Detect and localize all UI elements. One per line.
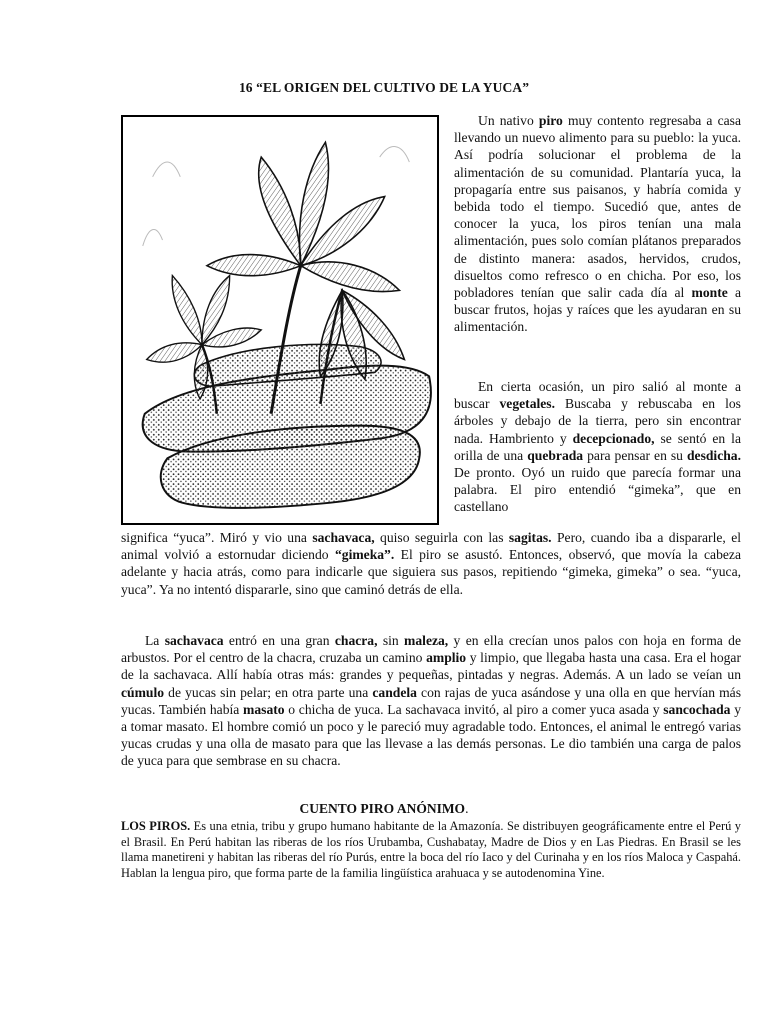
p3-text-4: y en ella crecían unos palos con hoja en forma de arbustos. Por el centro de la chacra, cruzaba un camino — [121, 633, 741, 666]
p3-bold-cumulo: cúmulo — [121, 684, 165, 700]
p3-bold-masato: masato — [243, 701, 285, 717]
p3-bold-amplio: amplio — [426, 650, 467, 666]
p2-bold-quebrada: quebrada — [527, 447, 584, 463]
p3-bold-chacra: chacra, — [334, 633, 378, 648]
p3-text-6: de yucas sin pelar; en otra parte una — [164, 684, 373, 700]
p1-text-3: a buscar frutos, hojas y raíces que les ayudaran en su alimentación. — [454, 285, 742, 335]
paragraph-2-column — [454, 378, 741, 516]
p2f-text-2: quiso seguirla con las — [374, 530, 509, 545]
note-bold-los-piros: LOS PIROS. — [121, 819, 191, 833]
p2-text-2: Buscaba y rebuscaba en los árboles y debajo de la tierra, pero sin encontrar nada. Hambriento y — [454, 396, 741, 446]
p2f-bold-sachavaca: sachavaca, — [312, 530, 375, 545]
p2f-text-1: significa “yuca”. Miró y vio una — [121, 530, 313, 545]
p2-text-3: se sentó en la orilla de una — [454, 430, 741, 463]
paragraph-1 — [454, 112, 741, 336]
p1-bold-monte: monte — [691, 285, 728, 301]
p3-text-2: entró en una gran — [223, 633, 335, 648]
p2-text-1: En cierta ocasión, un piro salió al monte a buscar — [454, 379, 741, 412]
p2-bold-desdicha: desdicha. — [686, 447, 741, 463]
p3-text-5: y limpio, que llegaba hasta una casa. Era el hogar de la sachavaca. Allí había otras más: grandes y pequeñas, pintadas y negras. Además. A un lado se veían un — [121, 650, 741, 683]
p3-text-9: y a tomar masato. El hombre comió un poco y le pareció muy agradable todo. Entonces, el animal le entregó varias yucas crudas y una olla de masato para que las llevase a las demás personas. Le dio también una carga de palos de yuca para que sembrase en su chacra. — [121, 701, 741, 769]
ethnic-note — [121, 819, 741, 882]
paragraph-3 — [121, 632, 741, 770]
story-source-label: CUENTO PIRO ANÓNIMO — [299, 801, 466, 816]
p3-text-3: sin — [377, 633, 405, 648]
p2-text-5: De pronto. Oyó un ruido que parecía formar una palabra. El piro entendió “gimeka”, que en castellano — [454, 465, 741, 515]
p3-bold-sachavaca: sachavaca — [164, 633, 224, 648]
p2f-text-3: Pero, cuando iba a dispararle, el animal volvió a estornudar diciendo — [121, 530, 742, 563]
p3-text-8: o chicha de yuca. La sachavaca invitó, al piro a comer yuca asada y — [284, 701, 664, 717]
p3-text-7: con rajas de yuca asándose y una olla en que hervían más yucas. También había — [121, 684, 741, 717]
p1-bold-piro: piro — [538, 113, 563, 128]
p1-text-1: Un nativo — [478, 113, 539, 128]
p3-text-1: La — [145, 633, 165, 648]
p2-bold-decepcionado: decepcionado, — [572, 430, 655, 446]
story-title: 16 “EL ORIGEN DEL CULTIVO DE LA YUCA” — [238, 80, 530, 95]
story-source-dot: . — [465, 801, 469, 816]
p2f-bold-sagitas: sagitas. — [508, 530, 552, 545]
story-source — [0, 801, 768, 817]
note-text: Es una etnia, tribu y grupo humano habitante de la Amazonía. Se distribuyen geográficamente entre el Perú y el Brasil. En Perú habitan las riberas de los ríos Urubamba, Cushabatay, Madre de Dios y en Las Piedras. En Brasil se les llama manetireni y habitan las riberas del río Purús, entre la boca del río Iaco y del Curinaha y en los ríos Maloca y Caspahá. Hablan la lengua piro, que forma parte de la familia lingüística arahuaca y se autodenomina Yine. — [121, 819, 741, 881]
p1-text-2: muy contento regresaba a casa llevando un nuevo alimento para su pueblo: la yuca. Así podría solucionar el problema de la alimentación de su comunidad. Plantaría yuca, la propagaría entre sus paisanos, y habría comida y bebida todo el tiempo. Sucedió que, antes de conocer la yuca, los piros tenían una mala alimentación, pues solo comían plátanos preparados de distinto manera: asados, hervidos, crudos, disueltos como refresco o en chicha. Por eso, los pobladores tenían que salir cada día al — [454, 113, 742, 301]
p2f-text-4: El piro se asustó. Entonces, observó, que movía la cabeza adelante y hacia atrás, como para indicarle que siguiera sus pasos, repitiendo “gimeka, gimeka” o sea. “yuca, yuca”. Ya no intentó dispararle, sino que caminó detrás de ella. — [121, 547, 741, 597]
cassava-illustration — [121, 115, 439, 525]
p2-bold-vegetales: vegetales. — [499, 396, 555, 412]
p2f-bold-gimeka: “gimeka”. — [334, 547, 395, 563]
paragraph-2-full — [121, 529, 741, 598]
p3-bold-candela: candela — [372, 684, 417, 700]
p3-bold-sancochada: sancochada — [663, 701, 731, 717]
p3-bold-maleza: maleza, — [404, 633, 449, 648]
p2-text-4: para pensar en su — [583, 447, 687, 463]
cassava-plant-illustration-icon — [123, 117, 437, 523]
